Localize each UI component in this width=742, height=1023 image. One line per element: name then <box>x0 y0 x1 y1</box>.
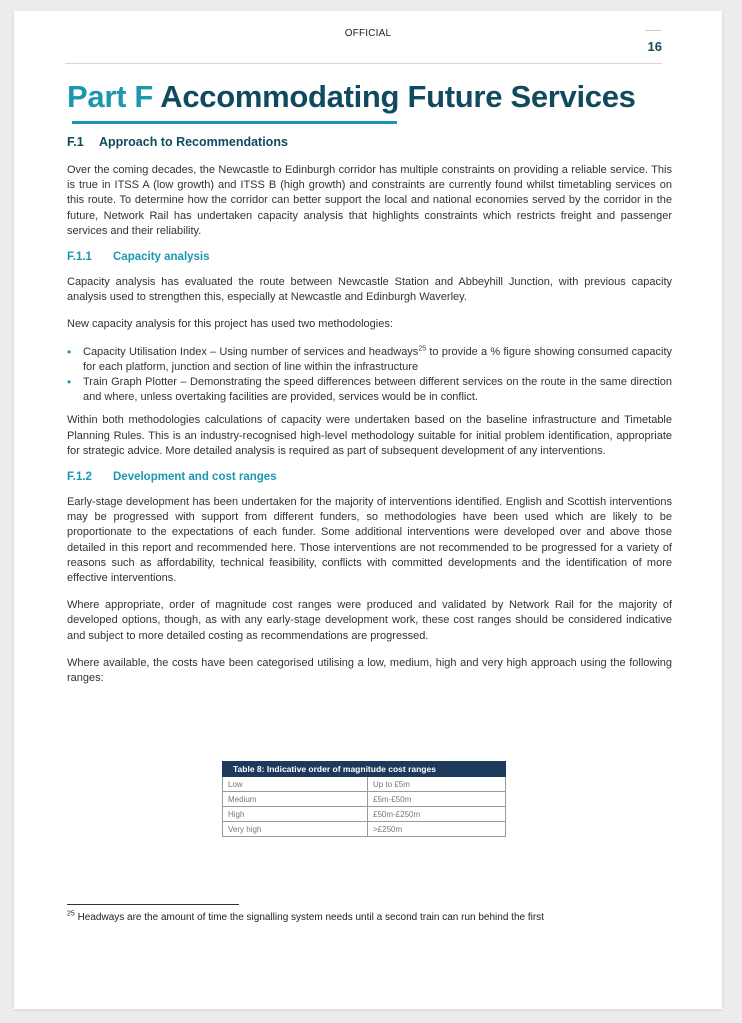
page-number: 16 <box>647 39 662 54</box>
classification-label: OFFICIAL <box>344 28 392 39</box>
section-title: Development and cost ranges <box>113 471 277 484</box>
bullet-icon: • <box>67 344 72 359</box>
table-row <box>223 822 506 837</box>
table-row <box>223 777 506 792</box>
bullet-icon: • <box>67 375 72 390</box>
cost-category: High <box>223 807 368 822</box>
cost-range: £50m-£250m <box>368 807 506 822</box>
cost-category: Very high <box>223 822 368 837</box>
paragraph: Over the coming decades, the Newcastle to Edinburgh corridor has multiple constraints on providing a reliable service. This is true in ITSS A (low growth) and ITSS B (high growth) and constraints are currently found whilst timetabling services on this route. To determine how the corridor can better support the local and national economies served by the corridor in the future, Network Rail has undertaken capacity analysis that highlights constraints which restricts freight and passenger services and their reliability. <box>67 164 672 237</box>
section-number: F.1 <box>67 135 84 149</box>
section-number: F.1.2 <box>67 471 92 484</box>
cost-range-table <box>222 761 506 837</box>
page-number-rule <box>645 30 661 31</box>
paragraph: Where available, the costs have been categorised utilising a low, medium, high and very high approach using the following ranges: <box>67 656 672 685</box>
title-text: Accommodating Future Services <box>160 79 636 114</box>
list-item: • Capacity Utilisation Index – Using number of services and headways$^{25}$ to provide a % figure showing consumed capacity for each platform, junction and section of line within the infrastructure <box>67 344 672 373</box>
section-heading-f11 <box>67 251 672 263</box>
section-heading-f1 <box>67 135 672 149</box>
table-row <box>223 807 506 822</box>
cost-range: £5m-£50m <box>368 792 506 807</box>
cost-category: Low <box>223 777 368 792</box>
title-part: Part F <box>67 79 154 114</box>
section-title: Capacity analysis <box>113 251 210 264</box>
section-heading-f12 <box>67 471 672 483</box>
cost-range: Up to £5m <box>368 777 506 792</box>
paragraph: Early-stage development has been undertaken for the majority of interventions identified. English and Scottish interventions may be progressed with support from different funders, so methodologies have been used which are likely to be proportionate to the expectations of each funder. Some additional interventions were developed over and above those detailed in this report and recommended here. Those interventions are not recommended to be progressed for a variety of reasons such as affordability, technical feasibility, conflicts with committed developments and the identification of more effective interventions. <box>67 496 672 585</box>
methodology-list <box>67 345 672 406</box>
table-caption: Table 8: Indicative order of magnitude cost ranges <box>223 762 506 777</box>
footnote-divider <box>67 904 239 905</box>
footnote-ref[interactable]: 25 <box>418 344 427 352</box>
page-title <box>67 79 636 115</box>
section-number: F.1.1 <box>67 251 92 264</box>
footnote <box>67 912 544 923</box>
cost-category: Medium <box>223 792 368 807</box>
document-page <box>14 11 722 1009</box>
footnote-text: Headways are the amount of time the signalling system needs until a second train can run behind the first <box>74 912 544 923</box>
paragraph: Capacity analysis has evaluated the route between Newcastle Station and Abbeyhill Junction, with previous capacity analysis used to strengthen this, especially at Newcastle and Edinburgh Waverley. <box>67 276 672 304</box>
cost-range: >£250m <box>368 822 506 837</box>
header-divider <box>65 63 662 64</box>
footnote-number: 25 <box>67 910 75 918</box>
title-underline <box>72 121 397 124</box>
list-item: • Train Graph Plotter – Demonstrating the speed differences between different services on the route in the same direction and where, unless overtaking facilities are provided, services would be in conflict. <box>67 375 672 404</box>
paragraph: Within both methodologies calculations of capacity were undertaken based on the baseline infrastructure and Timetable Planning Rules. This is an industry-recognised high-level methodology suitable for initial problem identification, appropriate for strategic advice. More detailed analysis is required as part of subsequent development of any interventions. <box>67 414 672 457</box>
section-title: Approach to Recommendations <box>99 135 288 149</box>
content <box>67 131 672 686</box>
paragraph: Where appropriate, order of magnitude cost ranges were produced and validated by Network Rail for the majority of developed options, though, as with any early-stage development work, these cost ranges should be considered indicative and subject to more detailed costing as recommendations are progressed. <box>67 599 672 642</box>
table-row <box>223 792 506 807</box>
paragraph: New capacity analysis for this project has used two methodologies: <box>67 318 393 331</box>
